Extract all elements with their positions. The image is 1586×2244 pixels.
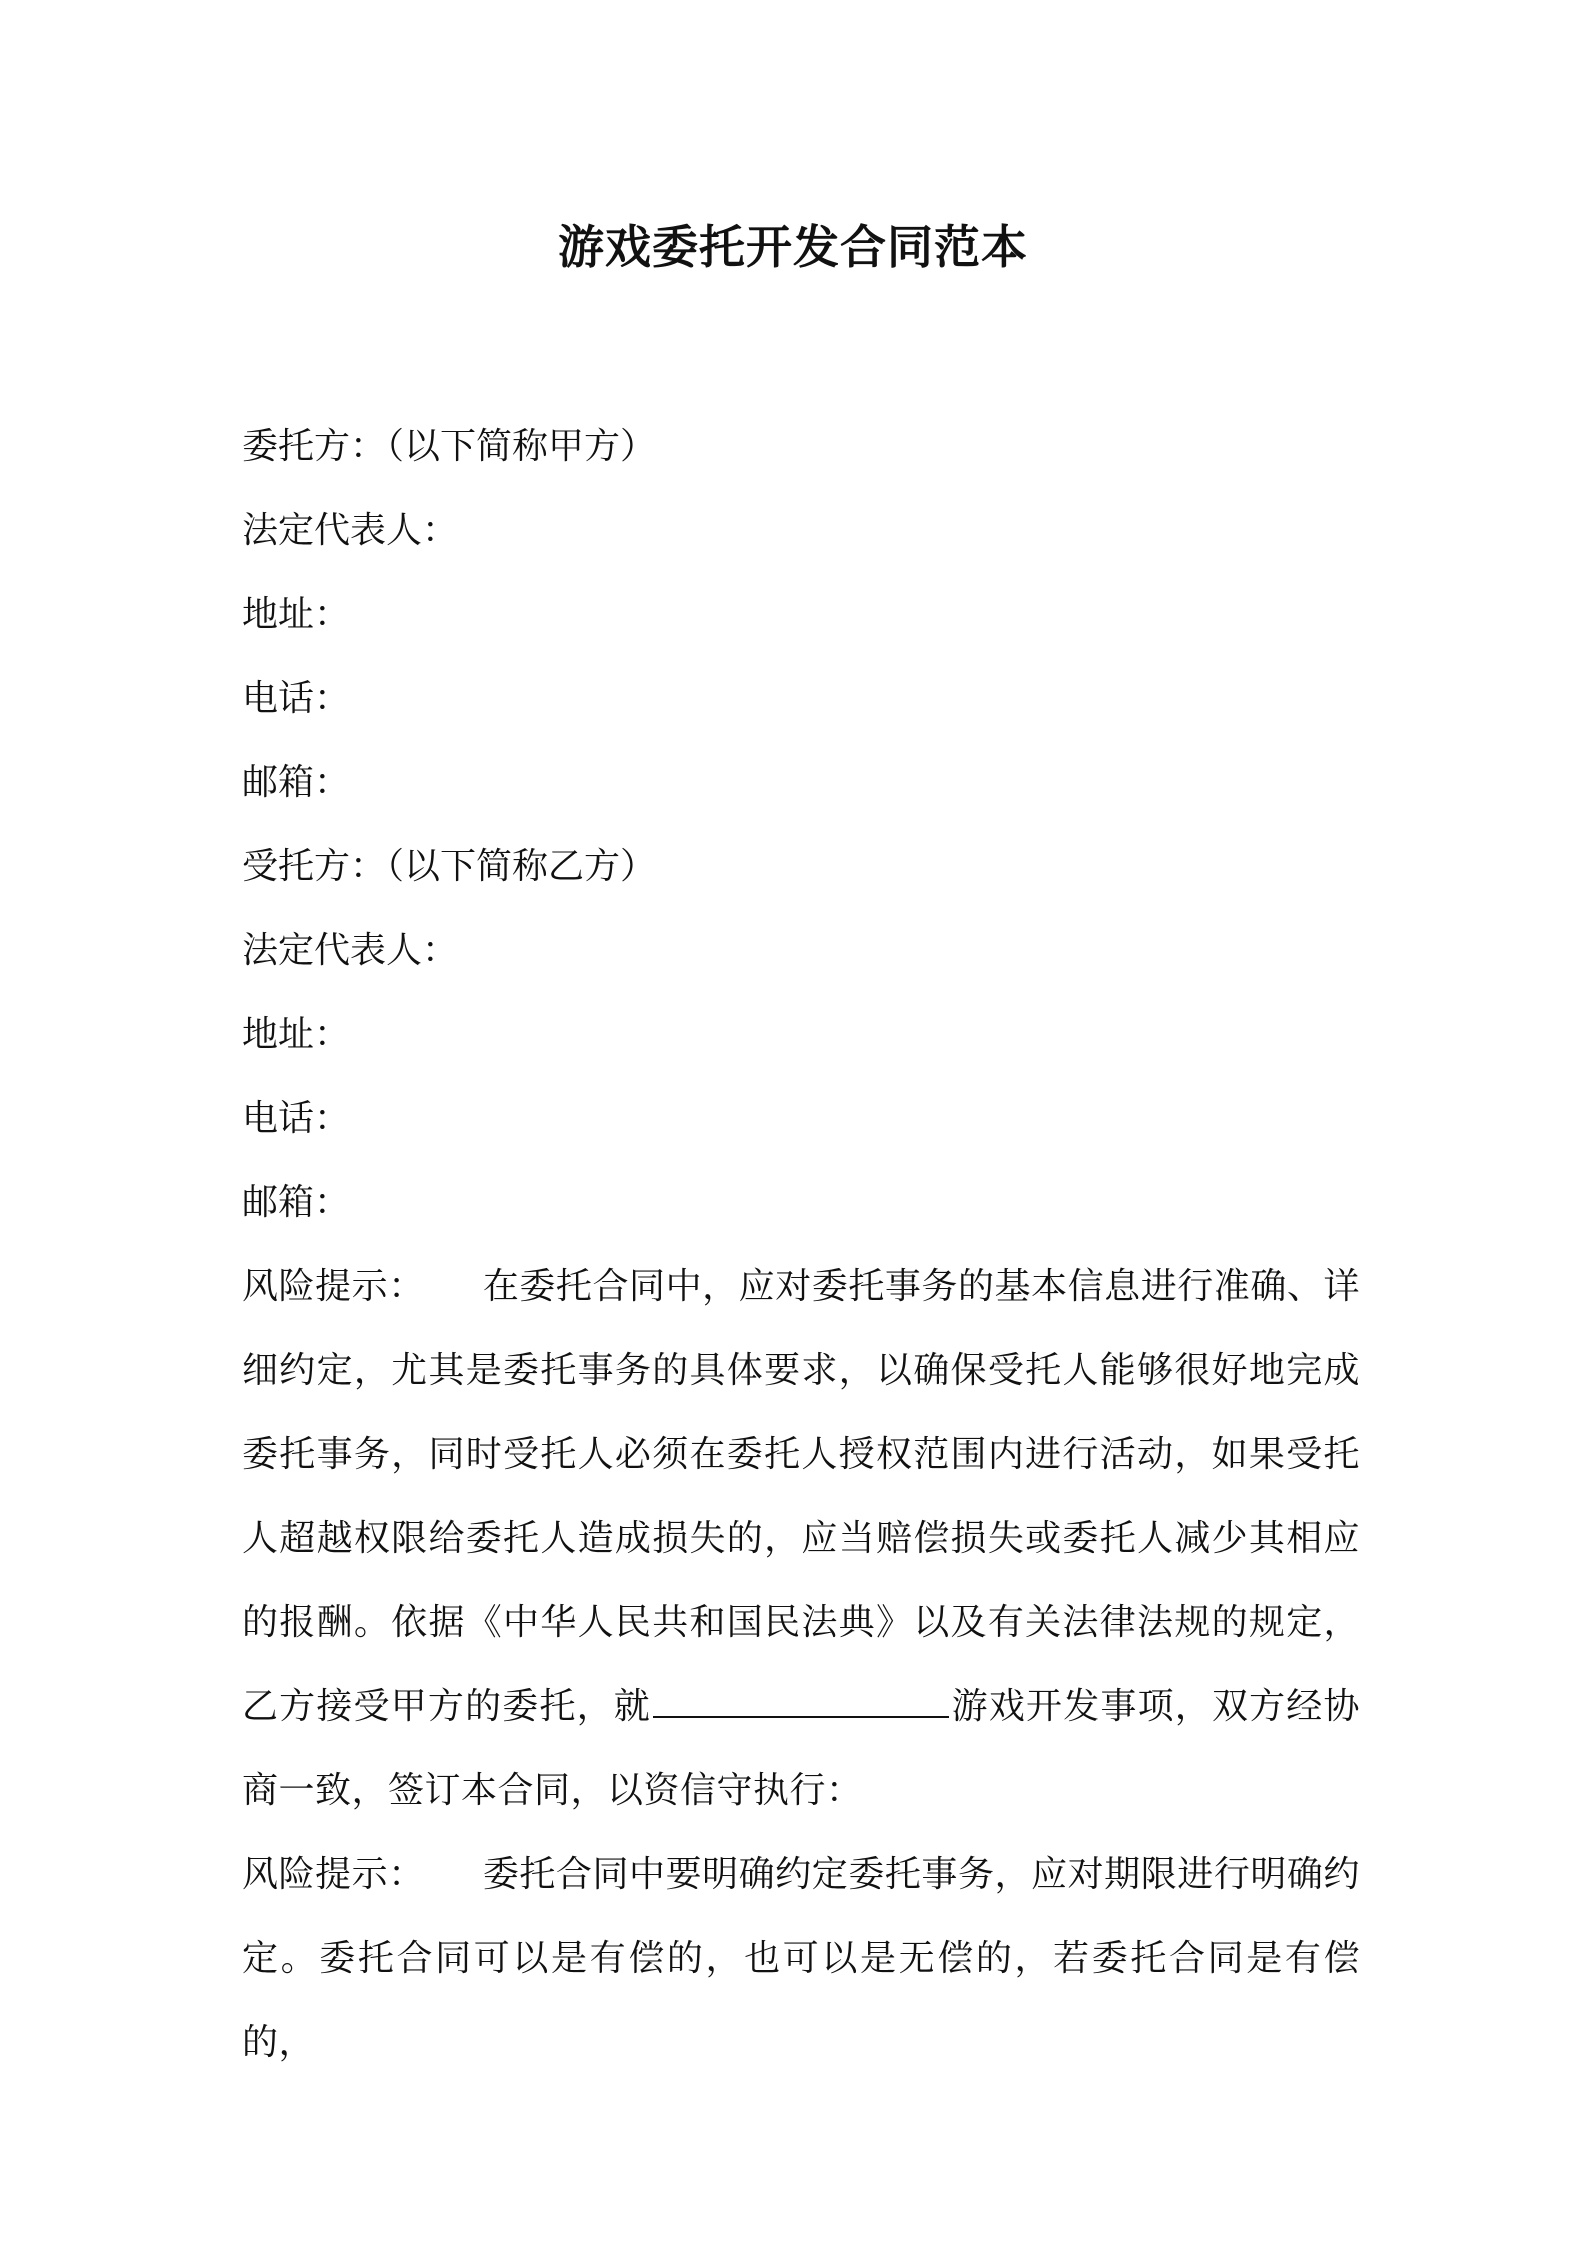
party-b-heading: 受托方：（以下简称乙方） — [242, 846, 657, 887]
risk-notice-1-text: 在委托合同中，应对委托事务的基本信息进行准确、详细约定，尤其是委托事务的具体要求，以确保受托人能够很好地完成委托事务，同时受托人必须在委托人授权范围内进行活动，如果受托人超越权限给委托人造成损失的，应当赔偿损失或委托人减少其相应的报酬。依据《中华人民共和国民法典》以及有关法律法规的规定，乙方接受甲方的委托，就 — [242, 1266, 1360, 1727]
risk-notice-1-label: 风险提示： — [242, 1266, 425, 1307]
risk-notice-2-text: 委托合同中要明确约定委托事务，应对期限进行明确约定。委托合同可以是有偿的，也可以是无偿的，若委托合同是有偿的， — [242, 1854, 1360, 2063]
risk-notice-2-label: 风险提示： — [242, 1854, 425, 1895]
party-a-phone: 电话： — [242, 678, 351, 719]
risk-notice-1 — [242, 1245, 1360, 1833]
party-a-email: 邮箱： — [242, 762, 351, 803]
document-body — [242, 405, 1360, 2085]
party-b-address: 地址： — [242, 1014, 351, 1055]
party-b-email: 邮箱： — [242, 1182, 351, 1223]
project-name-blank[interactable] — [653, 1686, 949, 1718]
party-b-phone: 电话： — [242, 1098, 351, 1139]
risk-notice-2 — [242, 1833, 1360, 2085]
party-a-representative: 法定代表人： — [242, 510, 459, 551]
risk-notice-1-text-end: 游戏开发事项，双方经协商一致，签订本合同，以资信守执行： — [242, 1686, 1360, 1811]
document-title: 游戏委托开发合同范本 — [558, 220, 1028, 274]
party-a-heading: 委托方：（以下简称甲方） — [242, 426, 657, 467]
party-b-representative: 法定代表人： — [242, 930, 459, 971]
party-a-address: 地址： — [242, 594, 351, 635]
